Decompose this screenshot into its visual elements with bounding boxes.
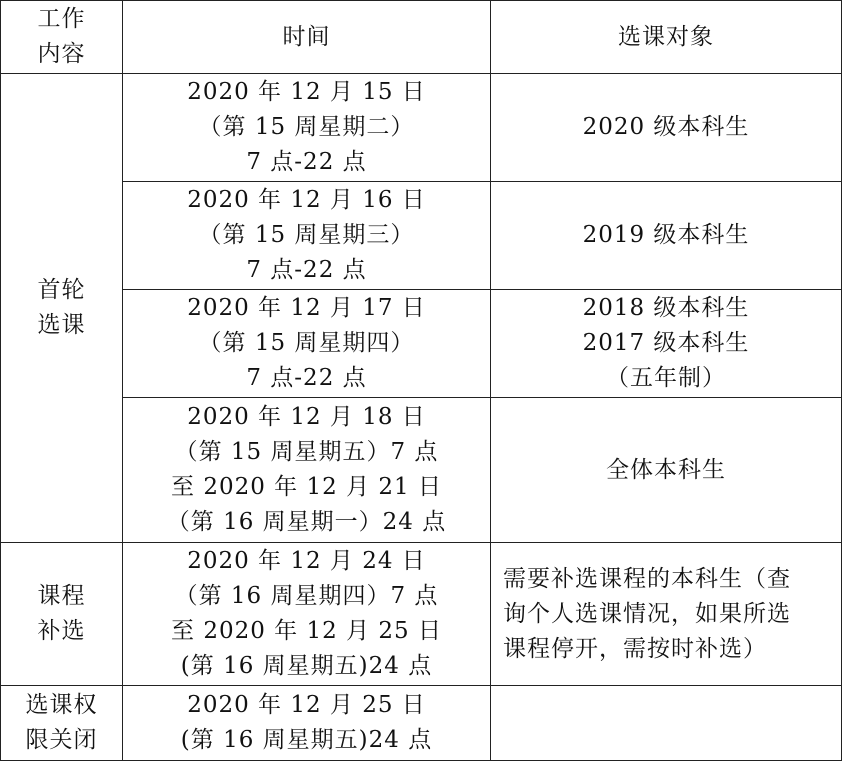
target-line: 询个人选课情况，如果所选 [503,600,791,627]
time-cell [123,290,491,398]
time-line: （第 16 周星期四）7 点 [174,583,439,609]
target-line: 全体本科生 [606,456,726,483]
target-line: 需要补选课程的本科生（查 [503,565,791,592]
time-cell [123,543,491,686]
target-cell-empty [491,686,842,761]
time-line: 2020 年 12 月 17 日 [187,295,426,321]
time-line: 2020 年 12 月 25 日 [187,692,426,718]
group-label-line: 选课权 [25,692,98,718]
target-line: （五年制） [606,365,726,391]
time-line: （第 15 周星期二） [198,114,415,140]
target-line: 2020 级本科生 [582,114,750,140]
header-work-line-1: 工作 [37,6,86,32]
table-row [1,182,842,290]
table-row [1,398,842,543]
group-label-supplementary [1,543,123,686]
target-cell [491,543,842,686]
group-label-line: 限关闭 [25,727,98,753]
time-cell [123,686,491,761]
group-label-line: 补选 [37,618,86,644]
table-row [1,74,842,182]
target-line: 课程停开，需按时补选） [503,635,767,662]
time-line: 2020 年 12 月 24 日 [187,548,426,574]
target-line: 2019 级本科生 [582,222,750,248]
table-row [1,686,842,761]
time-line: （第 16 周星期一）24 点 [166,509,447,535]
group-label-line: 课程 [37,583,86,609]
header-time: 时间 [123,1,491,74]
group-label-first-round [1,74,123,543]
table-row [1,543,842,686]
time-line: (第 16 周星期五)24 点 [180,653,433,679]
time-line: 至 2020 年 12 月 21 日 [171,474,442,500]
time-cell [123,182,491,290]
target-cell [491,182,842,290]
group-label-line: 首轮 [37,277,86,303]
time-line: 2020 年 12 月 15 日 [187,79,426,105]
table-row [1,290,842,398]
target-cell [491,398,842,543]
header-row [1,1,842,74]
target-line: 2018 级本科生 [582,295,750,321]
time-line: 2020 年 12 月 18 日 [187,404,426,430]
time-line: (第 16 周星期五)24 点 [180,727,433,753]
time-line: （第 15 周星期四） [198,330,415,356]
time-line: （第 15 周星期五）7 点 [174,439,439,465]
header-target: 选课对象 [491,1,842,74]
time-line: 2020 年 12 月 16 日 [187,187,426,213]
time-line: 7 点-22 点 [246,149,367,175]
time-cell [123,74,491,182]
time-line: （第 15 周星期三） [198,222,415,248]
header-work-content [1,1,123,74]
time-line: 至 2020 年 12 月 25 日 [171,618,442,644]
time-line: 7 点-22 点 [246,257,367,283]
target-cell [491,290,842,398]
target-line: 2017 级本科生 [582,330,750,356]
time-line: 7 点-22 点 [246,365,367,391]
time-cell [123,398,491,543]
group-label-permission-close [1,686,123,761]
header-work-line-2: 内容 [37,41,86,67]
target-cell [491,74,842,182]
group-label-line: 选课 [37,312,86,338]
